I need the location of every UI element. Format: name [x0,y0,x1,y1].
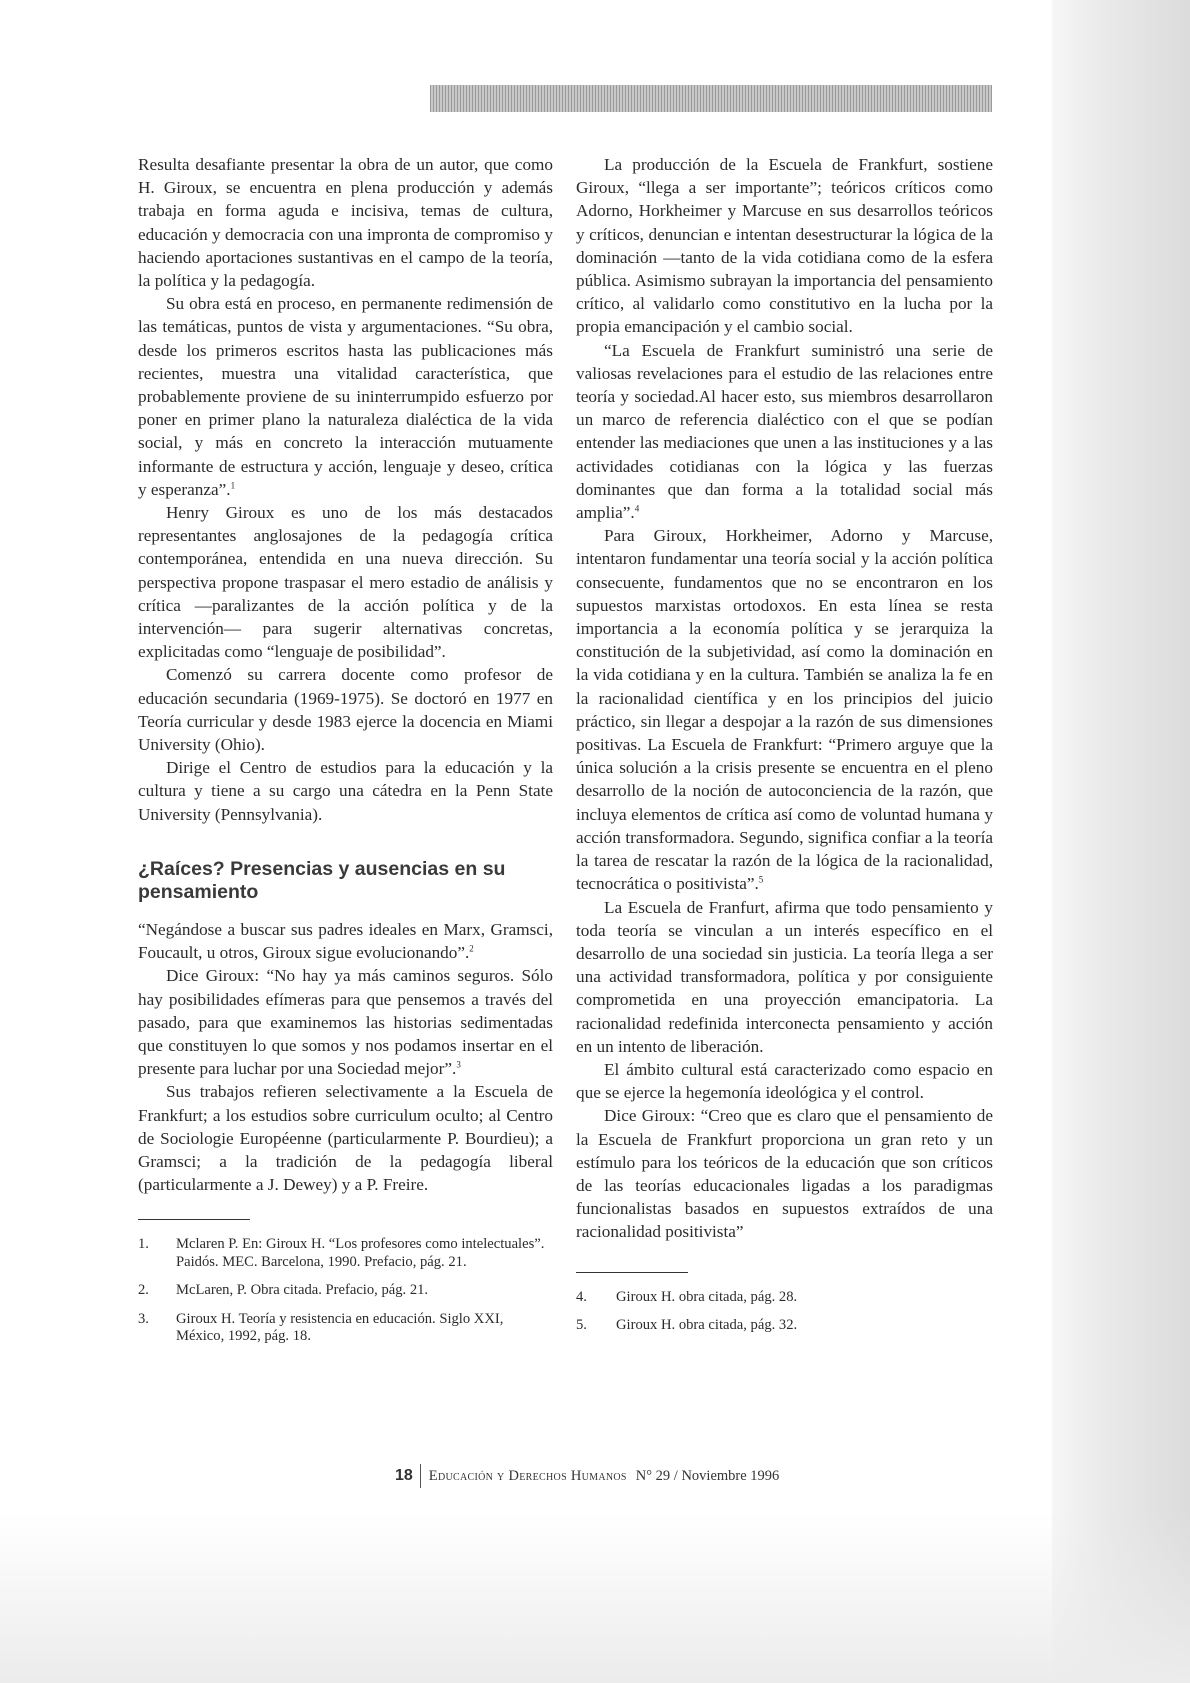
paragraph: Para Giroux, Horkheimer, Adorno y Marcuse, intentaron fundamentar una teoría social y la acción política consecuente, fundamentos que no se encontraron en los supuestos marxistas ortodoxos. En esta línea se resta importancia a la economía política y se jerarquiza la constitución de la subjetividad, así como la dominación en la vida cotidiana y en la cultura. También se analiza la fe en la racionalidad científica y en los principios del juicio práctico, sin llegar a despojar a la razón de sus dimensiones positivas. La Escuela de Frankfurt: “Primero arguye que la única solución a la crisis presente se encuentra en el pleno desarrollo de la noción de autoconciencia de la razón, que incluya elementos de crítica así como de voluntad humana y acción transformadora. Segundo, significa confiar a la teoría la tarea de rescatar la razón de la lógica de la racionalidad, tecnocrática o positivista”.$^5$ [576,526,993,894]
paragraph: Dirige el Centro de estudios para la educación y la cultura y tiene a su cargo una cátedra en la Penn State University (Pennsylvania). [138,758,553,824]
footnote-ref[interactable]: 3 [456,1059,461,1070]
paragraph: La Escuela de Franfurt, afirma que todo pensamiento y toda teoría se vinculan a un interés específico en el desarrollo de una sociedad sin justicia. La teoría llega a ser una actividad transformadora, política y por consiguiente comprometida en una proyección emancipatoria. La racionalidad redefinida interconecta pensamiento y acción en un intento de liberación. [576,897,993,1056]
footnote-text: Giroux H. obra citada, pág. 28. [616,1288,798,1305]
header-decorative-bar [430,85,992,112]
footnote [576,1289,993,1307]
footnote-text: Giroux H. Teoría y resistencia en educación. Siglo XXI, México, 1992, pág. 18. [176,1310,504,1345]
paragraph: “Negándose a buscar sus padres ideales en Marx, Gramsci, Foucault, u otros, Giroux sigue evolucionando”.$^2$ [138,919,553,963]
page-number: 18 [395,1467,413,1484]
paragraph: Dice Giroux: “Creo que es claro que el pensamiento de la Escuela de Frankfurt proporciona un gran reto y un estímulo para los teóricos de la educación que son críticos de las teorías educacionales ligadas a los paradigmas funcionalistas basados en supuestos extraídos de una racionalidad positivista” [576,1106,993,1242]
paragraph: “La Escuela de Frankfurt suministró una serie de valiosas revelaciones para el estudio de las relaciones entre teoría y sociedad.Al hacer esto, sus miembros desarrollaron un marco de referencia dialéctico con el que se podían entender las mediaciones que unen a las instituciones y a las actividades cotidianas con la lógica y las fuerzas dominantes que dan forma a la totalidad social más amplia”.$^4$ [576,340,993,523]
footnote-divider [138,1219,250,1220]
paragraph: Henry Giroux es uno de los más destacados representantes anglosajones de la pedagogía crítica contemporánea, entendida en una nueva dirección. Su perspectiva propone traspasar el mero estadio de análisis y crítica —paralizantes de la acción política y de la intervención— para sugerir alternativas concretas, explicitadas como “lenguaje de posibilidad”. [138,503,553,662]
footnotes-left [138,1236,553,1346]
footnote [138,1282,553,1300]
left-column [138,153,553,1357]
paragraph: Sus trabajos refieren selectivamente a la Escuela de Frankfurt; a los estudios sobre curriculum oculto; al Centro de Sociologie Européenne (particularmente P. Bourdieu); a Gramsci; a la tradición de la pedagogía liberal (particularmente a J. Dewey) y a P. Freire. [138,1082,553,1195]
footnote-text: McLaren, P. Obra citada. Prefacio, pág. 21. [176,1282,429,1299]
paragraph: Resulta desafiante presentar la obra de un autor, que como H. Giroux, se encuentra en plena producción y además trabaja en forma aguda e incisiva, temas de cultura, educación y democracia con una impronta de compromiso y haciendo aportaciones sustantivas en el campo de la teoría, la política y la pedagogía. [138,155,553,291]
footnote-number: 2. [138,1282,149,1299]
footnote-ref[interactable]: 1 [230,480,236,491]
footnote-number: 1. [138,1236,149,1253]
footnote-divider [576,1272,688,1273]
footer-separator [420,1464,421,1488]
footnote [138,1236,553,1271]
paragraph: Su obra está en proceso, en permanente redimensión de las temáticas, puntos de vista y argumentaciones. “Su obra, desde los primeros escritos hasta las publicaciones más recientes, muestra una vitalidad característica, que probablemente proviene de su ininterrumpido esfuerzo por poner en primer plano la naturaleza dialéctica de la vida social, y más en concreto la interacción mutuamente informante de estructura y acción, lenguaje y deseo, crítica y esperanza”.$^1$ [138,294,553,499]
paragraph: La producción de la Escuela de Frankfurt, sostiene Giroux, “llega a ser importante”; teóricos críticos como Adorno, Horkheimer y Marcuse en sus desarrollos teóricos y críticos, denuncian e intentan desestructurar la lógica de la dominación —tanto de la vida cotidiana como de la esfera pública. Asimismo subrayan la importancia del pensamiento crítico, al validarlo como constitutivo en la lucha por la propia emancipación y el cambio social. [576,155,993,337]
page-bottom-shadow [0,1513,1190,1683]
footnote-ref[interactable]: 2 [469,943,474,954]
paragraph: Comenzó su carrera docente como profesor de educación secundaria (1969-1975). Se doctoró en 1977 en Teoría curricular y desde 1983 ejerce la docencia en Miami University (Ohio). [138,665,553,755]
right-column [576,153,993,1346]
page-footer [395,1464,779,1488]
issue-info: N° 29 / Noviembre 1996 [635,1467,780,1484]
page-edge-shadow [1052,0,1190,1683]
footnote-ref[interactable]: 5 [758,874,764,885]
footnote [576,1317,993,1335]
paragraph: Dice Giroux: “No hay ya más caminos seguros. Sólo hay posibilidades efímeras para que pensemos a través del pasado, para que examinemos las historias sedimentadas que constituyen lo que somos y nos podamos insertar en el presente para luchar por una Sociedad mejor”.$^3$ [138,966,553,1079]
footnote-number: 3. [138,1310,149,1327]
footnote-number: 5. [576,1317,587,1334]
footnote-number: 4. [576,1288,587,1305]
section-heading: ¿Raíces? Presencias y ausencias en su pensamiento [138,857,506,903]
footnotes-right [576,1289,993,1335]
footnote-text: Mclaren P. En: Giroux H. “Los profesores como intelectuales”. Paidós. MEC. Barcelona, 1990. Prefacio, pág. 21. [176,1236,545,1270]
footnote-ref[interactable]: 4 [634,503,640,514]
paragraph: El ámbito cultural está caracterizado como espacio en que se ejerce la hegemonía ideológica y el control. [576,1059,993,1103]
journal-name: Educación y Derechos Humanos [428,1467,627,1484]
footnote [138,1311,553,1346]
footnote-text: Giroux H. obra citada, pág. 32. [616,1317,798,1334]
